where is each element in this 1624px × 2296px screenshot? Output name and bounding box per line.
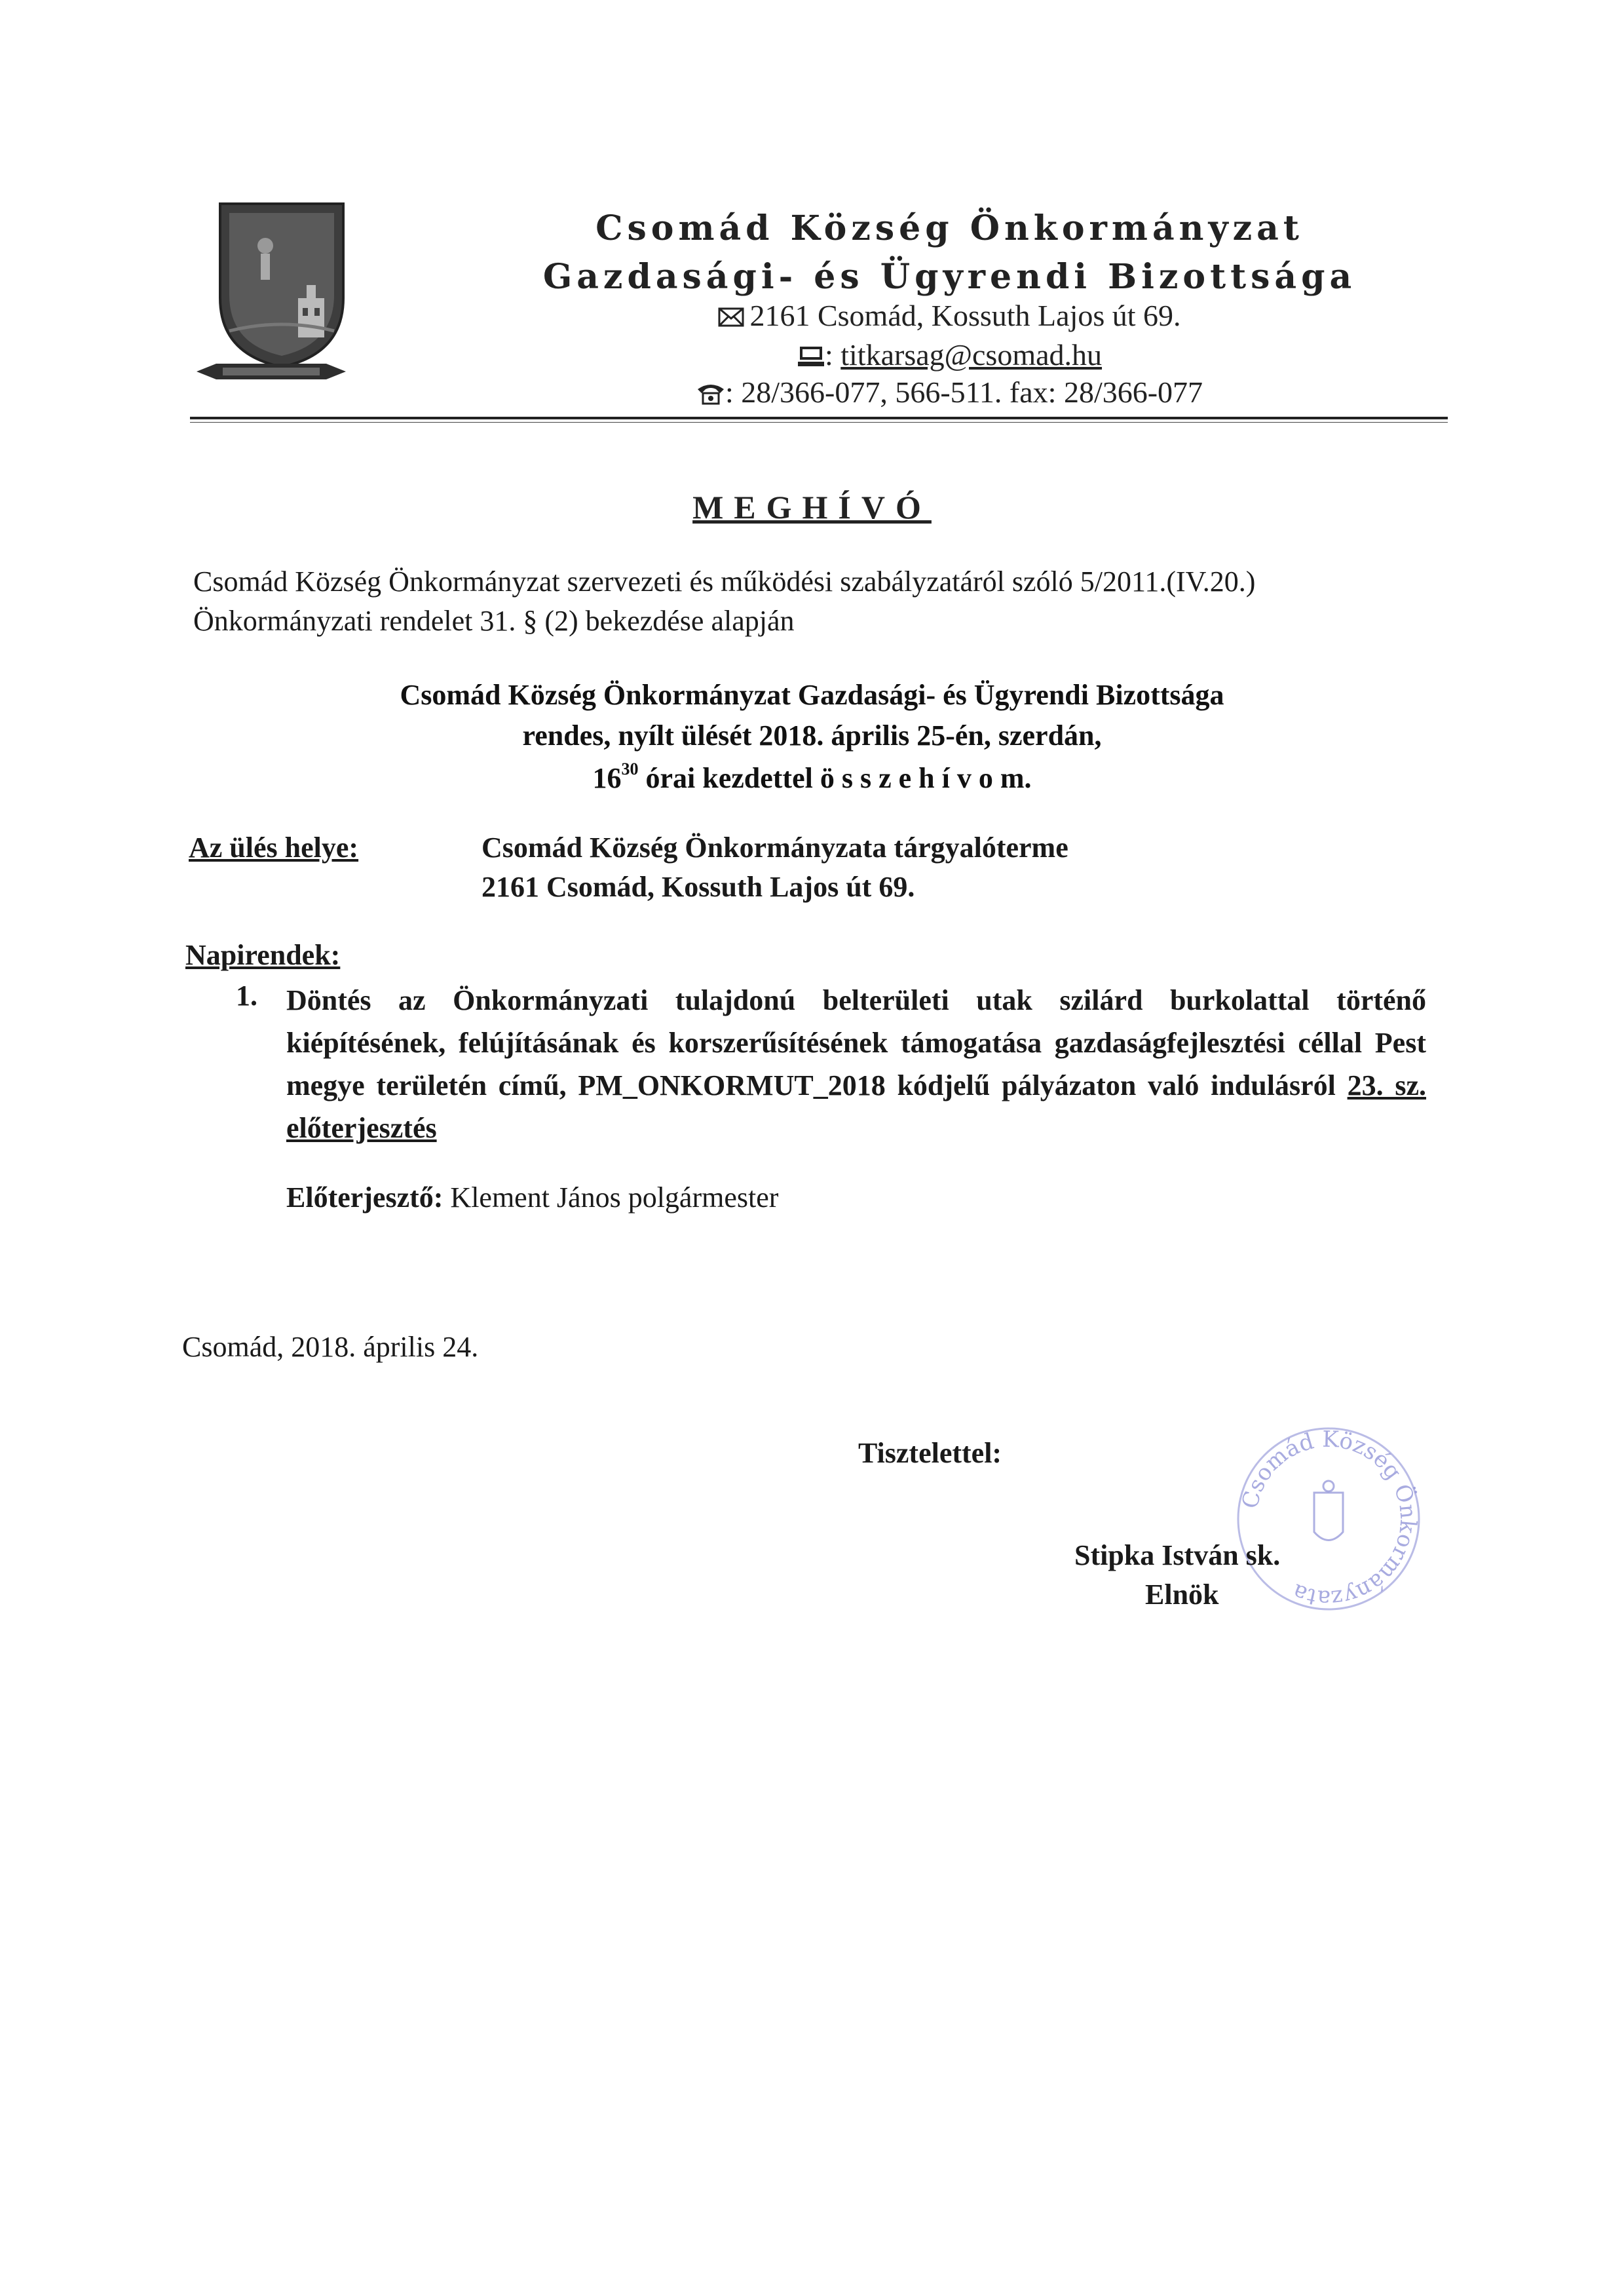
meeting-minute: 30 (621, 759, 639, 778)
agenda-item-description: Döntés az Önkormányzati tulajdonú belterületi utak szilárd burkolattal történő kiépítésének, felújításának és korszerűsítésének támogatása gazdaságfejlesztési céllal Pest megye területén című, PM_ONKORMUT_2018 kódjelű pályázaton való indulásról (286, 984, 1426, 1101)
agenda-item-reference: 23. sz. előterjesztés (286, 1069, 1426, 1144)
committee-name: Gazdasági- és Ügyrendi Bizottsága (542, 257, 1357, 297)
convocation-line-2: rendes, nyílt ülését 2018. április 25-én, szerdán, (522, 719, 1102, 752)
phone-text: : 28/366-077, 566-511. fax: 28/366-077 (725, 375, 1203, 409)
intro-paragraph: Csomád Község Önkormányzat szervezeti és működési szabályzatáról szóló 5/2011.(IV.20.) Önkormányzati rendelet 31. § (2) bekezdése alapján (193, 565, 1256, 637)
header-divider-thin (190, 422, 1448, 423)
convocation-line-3-text: órai kezdettel ö s s z e h í v o m. (638, 762, 1032, 794)
presenter-name: Klement János polgármester (443, 1181, 779, 1214)
presenter-label: Előterjesztő: (286, 1181, 444, 1214)
org-name: Csomád Község Önkormányzat (595, 208, 1304, 248)
phone-line (0, 375, 1624, 410)
envelope-icon (718, 307, 744, 327)
official-stamp (1230, 1421, 1427, 1617)
closing-greeting: Tisztelettel: (858, 1437, 1002, 1469)
header-divider (190, 417, 1448, 419)
meeting-hour: 16 (592, 762, 622, 794)
agenda-label: Napirendek: (185, 939, 341, 971)
signer-role: Elnök (1145, 1578, 1219, 1611)
svg-text:Csomád Község Önkormányzata: Csomád Község Önkormányzata (1237, 1426, 1422, 1612)
address-line (0, 298, 1624, 333)
signer-name: Stipka István sk. (1074, 1539, 1281, 1571)
convocation-line-1: Csomád Község Önkormányzat Gazdasági- és Ügyrendi Bizottsága (400, 679, 1224, 711)
date-line: Csomád, 2018. április 24. (182, 1331, 479, 1363)
agenda-item-number: 1. (236, 980, 257, 1012)
venue-label: Az ülés helye: (189, 832, 359, 864)
email-line (0, 337, 1624, 372)
address-text: 2161 Csomád, Kossuth Lajos út 69. (749, 299, 1181, 332)
venue-address: 2161 Csomád, Kossuth Lajos út 69. (482, 871, 915, 903)
venue-name: Csomád Község Önkormányzata tárgyalóterme (482, 832, 1068, 864)
phone-icon (696, 383, 725, 405)
email-prefix: : (824, 338, 841, 372)
document-title: MEGHÍVÓ (692, 489, 932, 526)
convocation-line-3 (0, 759, 1624, 795)
email-link[interactable]: titkarsag@csomad.hu (840, 338, 1103, 372)
agenda-item-text (286, 979, 1426, 1149)
computer-icon (797, 345, 825, 368)
presenter-line (286, 1181, 778, 1214)
